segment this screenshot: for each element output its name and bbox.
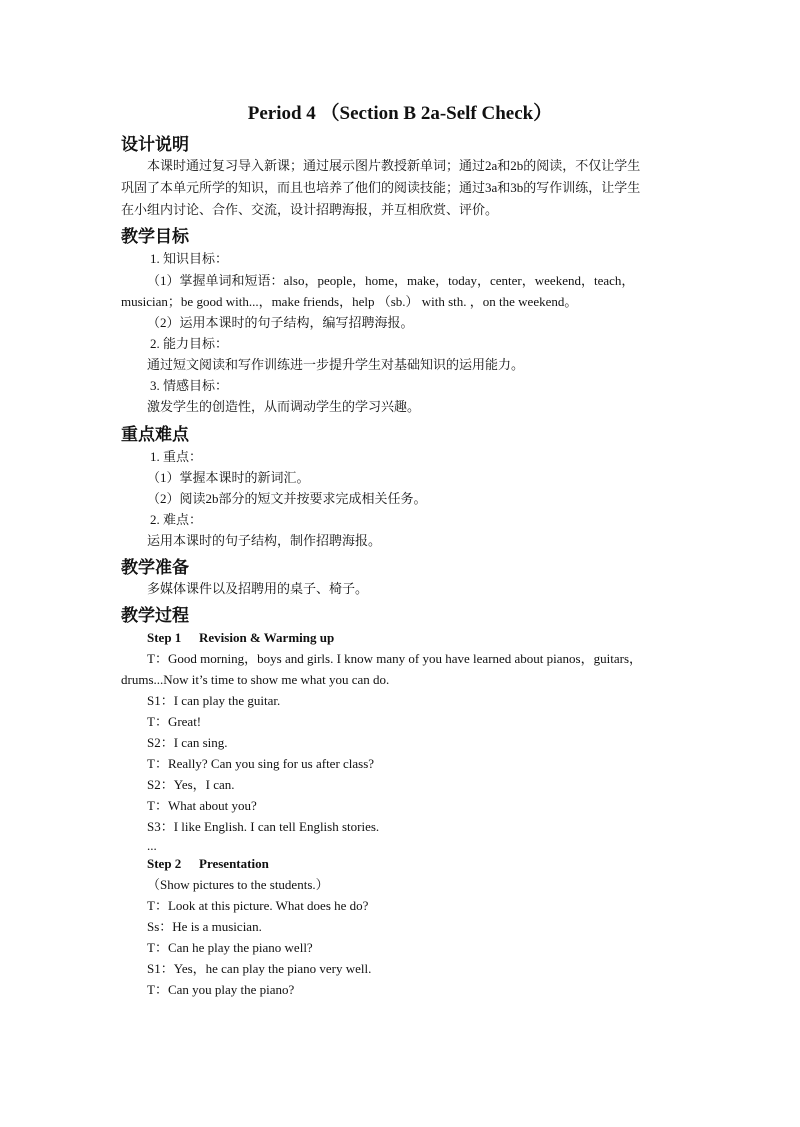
keypoints-line-1: 1. 重点：	[150, 449, 203, 464]
keypoints-line-3: （2）阅读2b部分的短文并按要求完成相关任务。	[147, 491, 427, 506]
step2-line-5: S1：Yes，he can play the piano very well.	[147, 961, 372, 976]
goals-line-3: musician；be good with...，make friends，help （sb.） with sth. ，on the weekend。	[121, 294, 578, 309]
step1-number: Step 1	[147, 630, 182, 645]
step2-line-6: T：Can you play the piano?	[147, 982, 295, 997]
keypoints-line-5: 运用本课时的句子结构，制作招聘海报。	[147, 533, 382, 548]
heading-keypoints: 重点难点	[121, 425, 189, 445]
keypoints-line-2: （1）掌握本课时的新词汇。	[147, 470, 310, 485]
step1-heading	[147, 630, 334, 646]
step1-line-3: S1：I can play the guitar.	[147, 693, 281, 708]
step1-line-9: S3：I like English. I can tell English stories.	[147, 819, 380, 834]
step1-line-4: T：Great!	[147, 714, 202, 729]
goals-line-7: 3. 情感目标：	[150, 378, 229, 393]
design-line-2: 巩固了本单元所学的知识，而且也培养了他们的阅读技能；通过3a和3b的写作训练，让学生	[121, 180, 641, 195]
goals-line-5: 2. 能力目标：	[150, 336, 229, 351]
step2-heading	[147, 856, 269, 872]
step1-ellipsis: ...	[147, 838, 157, 853]
goals-line-8: 激发学生的创造性，从而调动学生的学习兴趣。	[147, 399, 421, 414]
step1-label: Revision & Warming up	[199, 630, 335, 645]
step2-line-3: Ss：He is a musician.	[147, 919, 262, 934]
step1-line-2: drums...Now it’s time to show me what you can do.	[121, 672, 390, 687]
step1-line-7: S2：Yes，I can.	[147, 777, 235, 792]
step1-line-1: T：Good morning，boys and girls. I know many of you have learned about pianos，guitars，	[147, 651, 642, 666]
keypoints-line-4: 2. 难点：	[150, 512, 203, 527]
step2-line-2: T：Look at this picture. What does he do?	[147, 898, 369, 913]
prep-line-1: 多媒体课件以及招聘用的桌子、椅子。	[147, 581, 369, 596]
step1-line-6: T：Really? Can you sing for us after class?	[147, 756, 375, 771]
step2-label: Presentation	[199, 856, 269, 871]
heading-process: 教学过程	[121, 606, 189, 626]
goals-line-1: 1. 知识目标：	[150, 251, 229, 266]
step2-line-1: （Show pictures to the students.）	[147, 877, 329, 892]
heading-design: 设计说明	[121, 135, 189, 155]
heading-goals: 教学目标	[121, 227, 189, 247]
goals-line-2: （1）掌握单词和短语：also，people，home，make，today，center，weekend，teach，	[147, 273, 635, 288]
goals-line-4: （2）运用本课时的句子结构，编写招聘海报。	[147, 315, 414, 330]
step2-line-4: T：Can he play the piano well?	[147, 940, 313, 955]
step1-line-5: S2：I can sing.	[147, 735, 228, 750]
step1-line-8: T：What about you?	[147, 798, 257, 813]
step2-number: Step 2	[147, 856, 182, 871]
design-line-1: 本课时通过复习导入新课；通过展示图片教授新单词；通过2a和2b的阅读，不仅让学生	[147, 158, 641, 173]
design-line-3: 在小组内讨论、合作、交流，设计招聘海报，并互相欣赏、评价。	[121, 202, 499, 217]
heading-prep: 教学准备	[121, 558, 189, 578]
document-title: Period 4 （Section B 2a-Self Check）	[247, 103, 553, 124]
goals-line-6: 通过短文阅读和写作训练进一步提升学生对基础知识的运用能力。	[147, 357, 525, 372]
